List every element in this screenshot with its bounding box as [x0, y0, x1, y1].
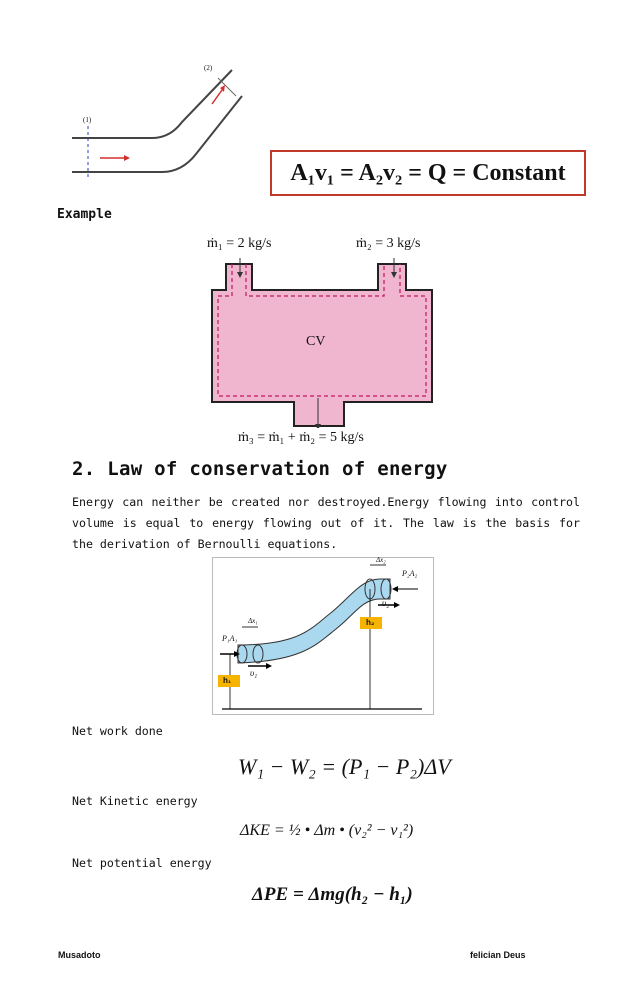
section-body: Energy can neither be created nor destroyed.Energy flowing into control volume is equal to energy flowing out of it. The law is the basis for the derivation of Bernoulli equations.	[72, 495, 580, 551]
net-work-equation: W₁ − W₂ = (P₁ − P₂)ΔV	[238, 754, 451, 779]
continuity-equation: A₁v₁ = A₂v₂ = Q = Constant	[290, 159, 566, 186]
bernoulli-pipe-figure	[212, 557, 434, 715]
section-1-label: (1)	[83, 116, 92, 124]
mass-flow-1: ṁ₁ = 2 kg/s	[207, 236, 272, 251]
continuity-equation-box	[270, 150, 586, 196]
cv-label: CV	[306, 334, 326, 349]
mass-flow-3: ṁ₃ = ṁ₁ + ṁ₂ = 5 kg/s	[238, 430, 364, 445]
h1-label: h₁	[223, 676, 232, 685]
net-work-label: Net work done	[72, 724, 163, 738]
dx2-label: Δx₂	[376, 556, 386, 564]
footer-author-right: felician Deus	[470, 950, 526, 960]
dx1-label: Δx₁	[248, 617, 258, 625]
example-label: Example	[57, 207, 112, 222]
pipe-flow-figure	[70, 60, 250, 180]
v1-label: υ₁	[250, 668, 258, 678]
footer-author-left: Musadoto	[58, 950, 101, 960]
v2-label: υ₂	[382, 598, 390, 608]
net-pe-label: Net potential energy	[72, 856, 212, 870]
section-2-label: (2)	[204, 64, 213, 72]
mass-flow-2: ṁ₂ = 3 kg/s	[356, 236, 421, 251]
net-ke-label: Net Kinetic energy	[72, 794, 198, 808]
net-ke-equation: ΔKE = ½ • Δm • (v₂² − v₁²)	[240, 822, 414, 839]
p2a2-label: P₂A₂	[402, 569, 418, 578]
section-heading: 2. Law of conservation of energy	[72, 458, 448, 480]
h2-label: h₂	[366, 618, 375, 627]
p1a1-label: P₁A₁	[222, 634, 238, 643]
net-pe-equation: ΔPE = Δmg(h₂ − h₁)	[252, 884, 413, 905]
